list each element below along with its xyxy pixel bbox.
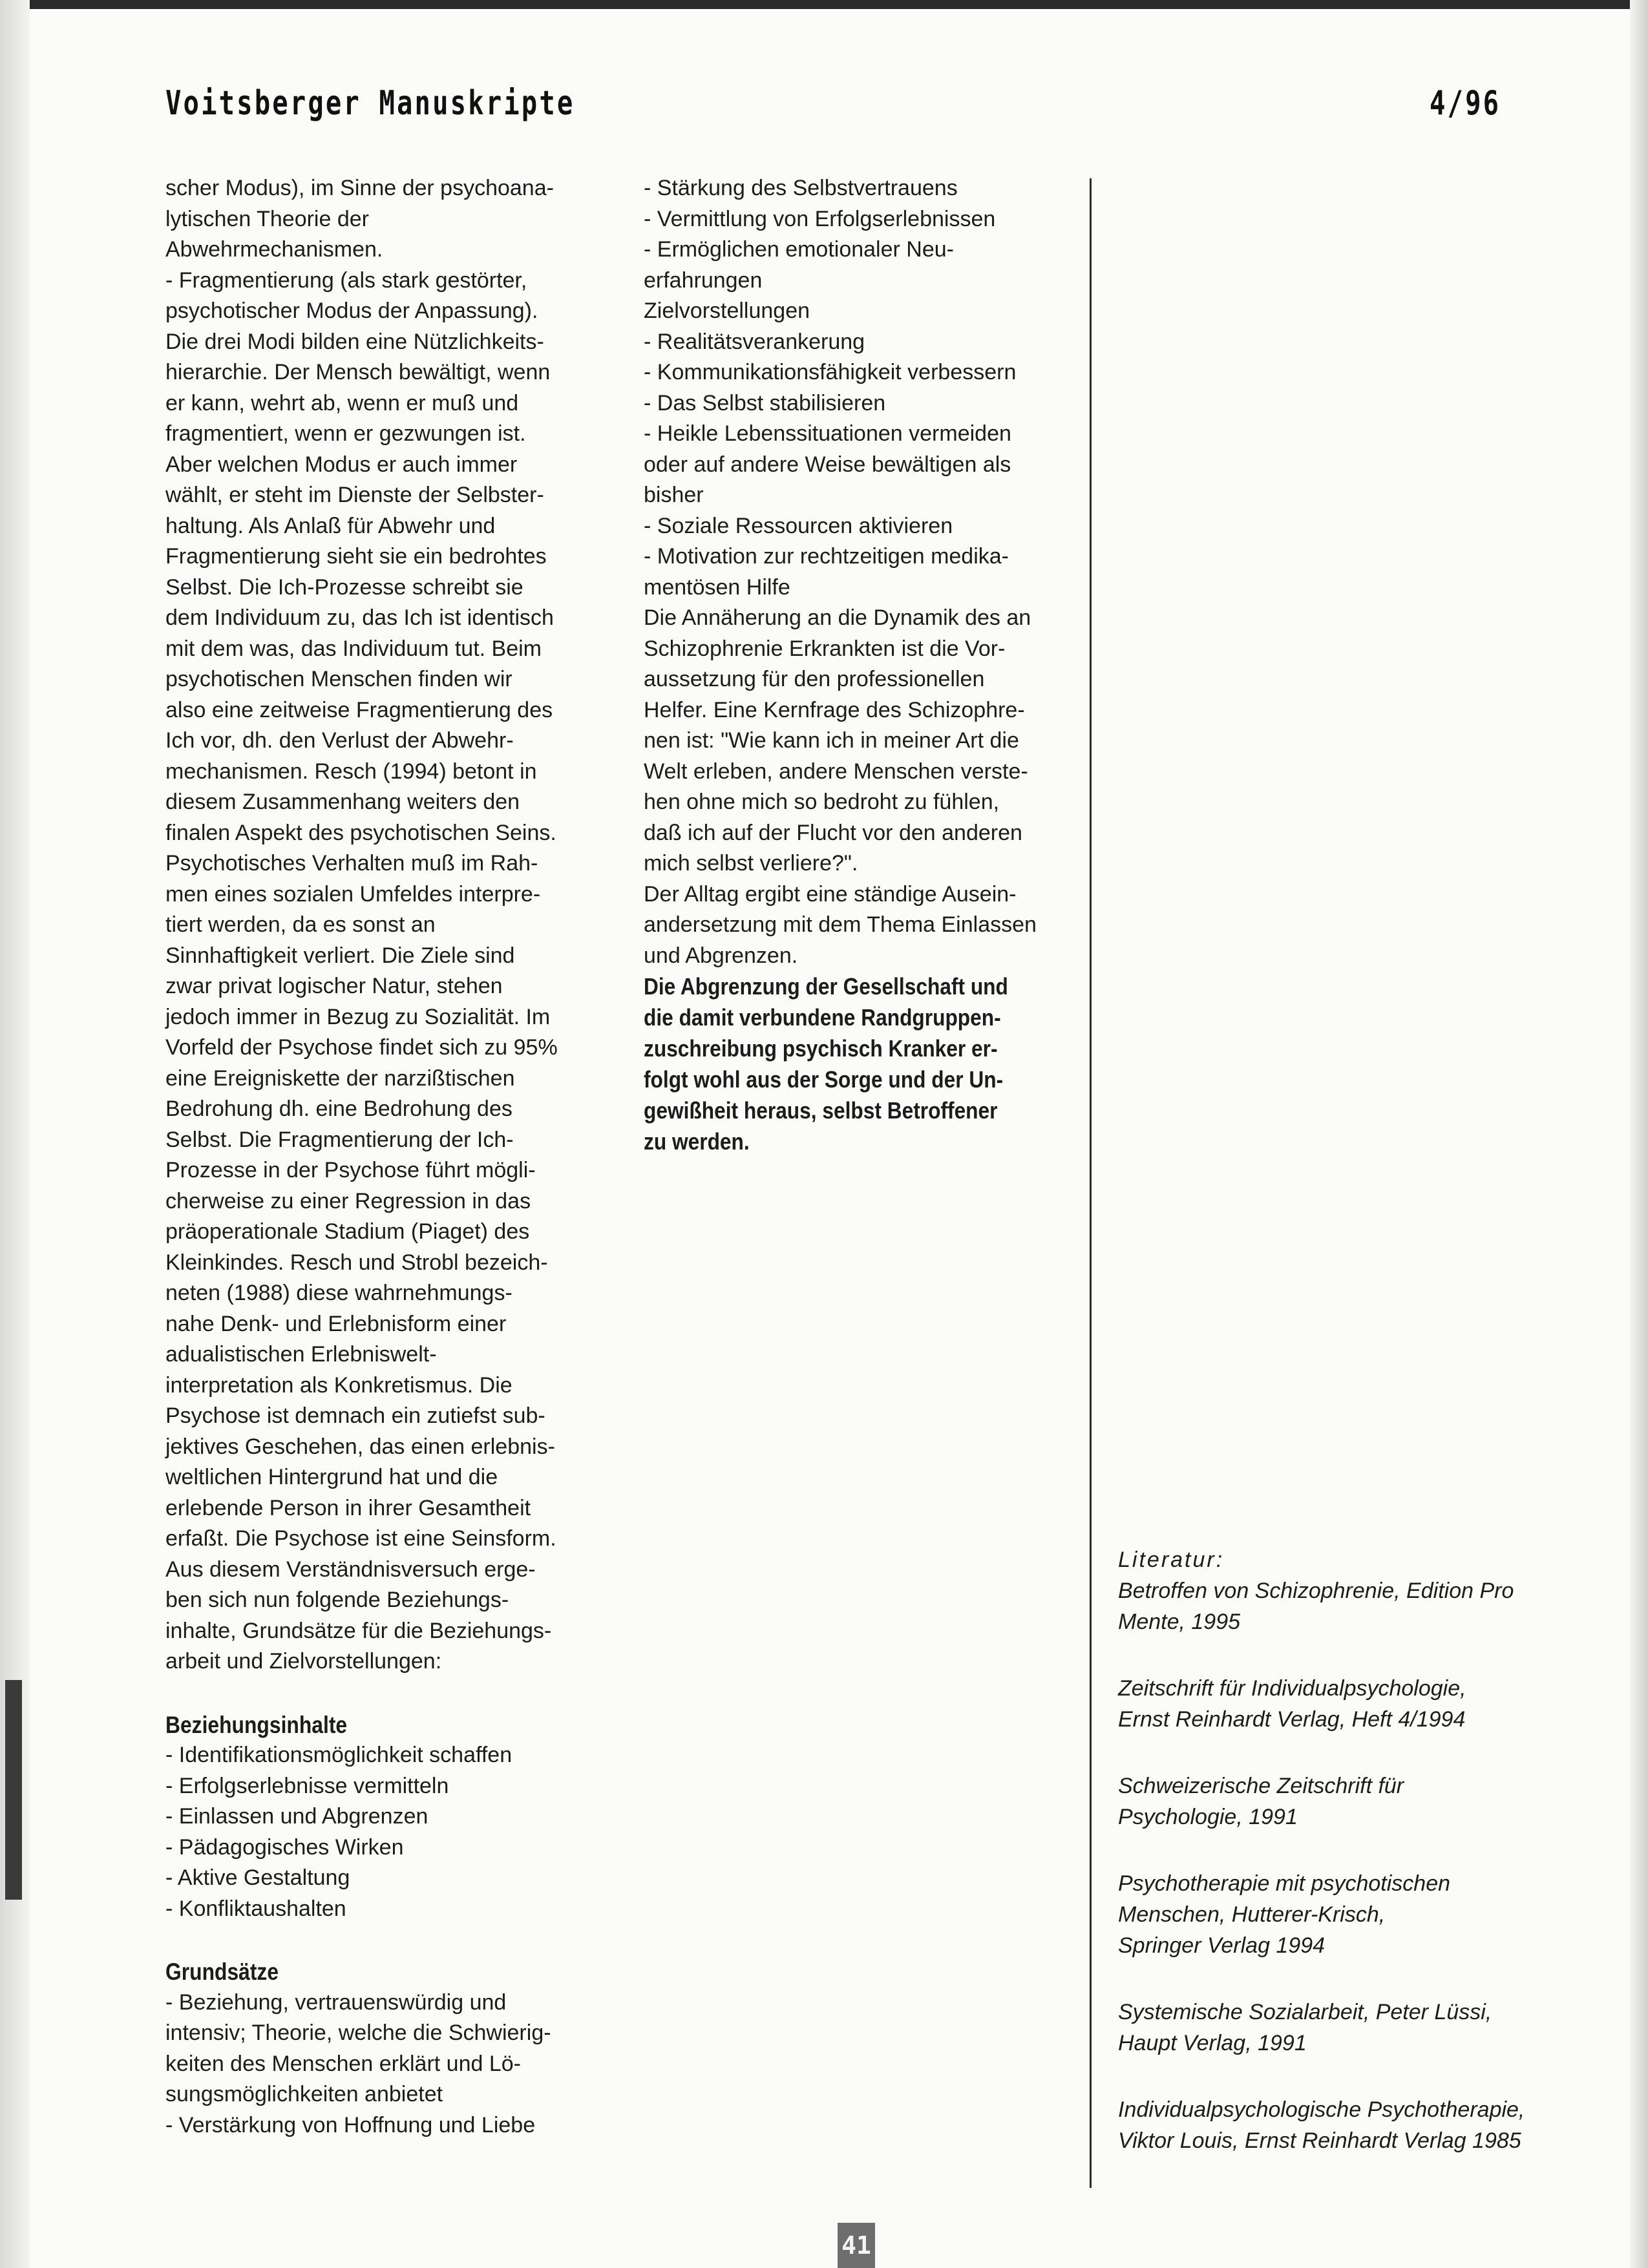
column-divider [1090, 178, 1092, 2188]
scan-gutter-shadow [5, 1680, 22, 1900]
scan-top-edge [0, 0, 1648, 9]
page-number: 41 [838, 2223, 875, 2268]
section-heading-grundsaetze: Grundsätze [165, 1958, 279, 1985]
emphasis-paragraph: Die Abgrenzung der Gesellschaft und die damit verbundene Randgruppen- zuschreibung psychisch Kranker er- folgt wohl aus der Sorge und der Un- gewißheit heraus, selbst Betroffener zu werden. [644, 973, 1008, 1155]
literature-item: Schweizerische Zeitschrift für Psychologie, 1991 [1118, 1774, 1404, 1829]
section-list-beziehungsinhalte: - Identifikationsmöglichkeit schaffen - Erfolgserlebnisse vermitteln - Einlassen und Abgrenzen - Pädagogisches Wirken - Aktive Gestaltung - Konfliktaushalten [165, 1743, 512, 1921]
column2-body: - Stärkung des Selbstvertrauens - Vermittlung von Erfolgserlebnissen - Ermöglichen emotionaler Neu- erfahrungen Zielvorstellungen - Realitätsverankerung - Kommunikationsfähigkeit verbessern - Das Selbst stabilisieren - Heikle Lebenssituationen vermeiden oder auf andere Weise bewältigen als bisher - Soziale Ressourcen aktivieren - Motivation zur rechtzeitigen medika- mentösen Hilfe Die Annäherung an die Dynamik des an Schizophrenie Erkrankten ist die Vor- aussetzung für den professionellen Helfer. Eine Kernfrage des Schizophre- nen ist: "Wie kann ich in meiner Art die Welt erleben, andere Menschen verste- hen ohne mich so bedroht zu fühlen, daß ich auf der Flucht vor den anderen mich selbst verliere?". Der Alltag ergibt eine ständige Ausein- andersetzung mit dem Thema Einlassen und Abgrenzen. [644, 176, 1037, 968]
literature-heading: Literatur: [1118, 1548, 1225, 1572]
issue-number: 4/96 [1430, 84, 1501, 123]
literature-item: Betroffen von Schizophrenie, Edition Pro Mente, 1995 [1118, 1579, 1514, 1634]
literature-item: Psychotherapie mit psychotischen Menschen, Hutterer-Krisch, Springer Verlag 1994 [1118, 1871, 1451, 1958]
column1-body: scher Modus), im Sinne der psychoana- lytischen Theorie der Abwehrmechanismen. - Fragmentierung (als stark gestörter, psychotischer Modus der Anpassung). Die drei Modi bilden eine Nützlichkeits- hierarchie. Der Mensch bewältigt, wenn er kann, wehrt ab, wenn er muß und fragmentiert, wenn er gezwungen ist. Aber welchen Modus er auch immer wählt, er steht im Dienste der Selbster- haltung. Als Anlaß für Abwehr und Fragmentierung sieht sie ein bedrohtes Selbst. Die Ich-Prozesse schreibt sie dem Individuum zu, das Ich ist identisch mit dem was, das Individuum tut. Beim psychotischen Menschen finden wir also eine zeitweise Fragmentierung des Ich vor, dh. den Verlust der Abwehr- mechanismen. Resch (1994) betont in diesem Zusammenhang weiters den finalen Aspekt des psychotischen Seins. Psychotisches Verhalten muß im Rah- men eines sozialen Umfeldes interpre- tiert werden, da es sonst an Sinnhaftigkeit verliert. Die Ziele sind zwar privat logischer Natur, stehen jedoch immer in Bezug zu Sozialität. Im Vorfeld der Psychose findet sich zu 95% eine Ereigniskette der narzißtischen Bedrohung dh. eine Bedrohung des Selbst. Die Fragmentierung der Ich- Prozesse in der Psychose führt mögli- cherweise zu einer Regression in das präoperationale Stadium (Piaget) des Kleinkindes. Resch und Strobl bezeich- neten (1988) diese wahrnehmungs- nahe Denk- und Erlebnisform einer adualistischen Erlebniswelt- interpretation als Konkretismus. Die Psychose ist demnach ein zutiefst sub- jektives Geschehen, das einen erlebnis- weltlichen Hintergrund hat und die erlebende Person in ihrer Gesamtheit erfaßt. Die Psychose ist eine Seinsform. Aus diesem Verständnisversuch erge- ben sich nun folgende Beziehungs- inhalte, Grundsätze für die Beziehungs- arbeit und Zielvorstellungen: [165, 176, 558, 1674]
literature-list [1118, 1544, 1545, 2192]
section-list-grundsaetze: - Beziehung, vertrauenswürdig und intensiv; Theorie, welche die Schwierig- keiten des Menschen erklärt und Lö- sungsmöglichkeiten anbietet - Verstärkung von Hoffnung und Liebe [165, 1990, 551, 2137]
literature-item: Zeitschrift für Individualpsychologie, Ernst Reinhardt Verlag, Heft 4/1994 [1118, 1676, 1466, 1732]
scan-left-edge [0, 0, 30, 2268]
text-column-left [165, 173, 592, 2141]
text-column-middle [644, 173, 1070, 1157]
scan-right-edge [1630, 0, 1648, 2268]
literature-item: Systemische Sozialarbeit, Peter Lüssi, Haupt Verlag, 1991 [1118, 2000, 1492, 2055]
journal-title: Voitsberger Manuskripte [165, 84, 575, 123]
section-heading-beziehungsinhalte: Beziehungsinhalte [165, 1711, 348, 1738]
literature-item: Individualpsychologische Psychotherapie, Viktor Louis, Ernst Reinhardt Verlag 1985 [1118, 2097, 1525, 2153]
